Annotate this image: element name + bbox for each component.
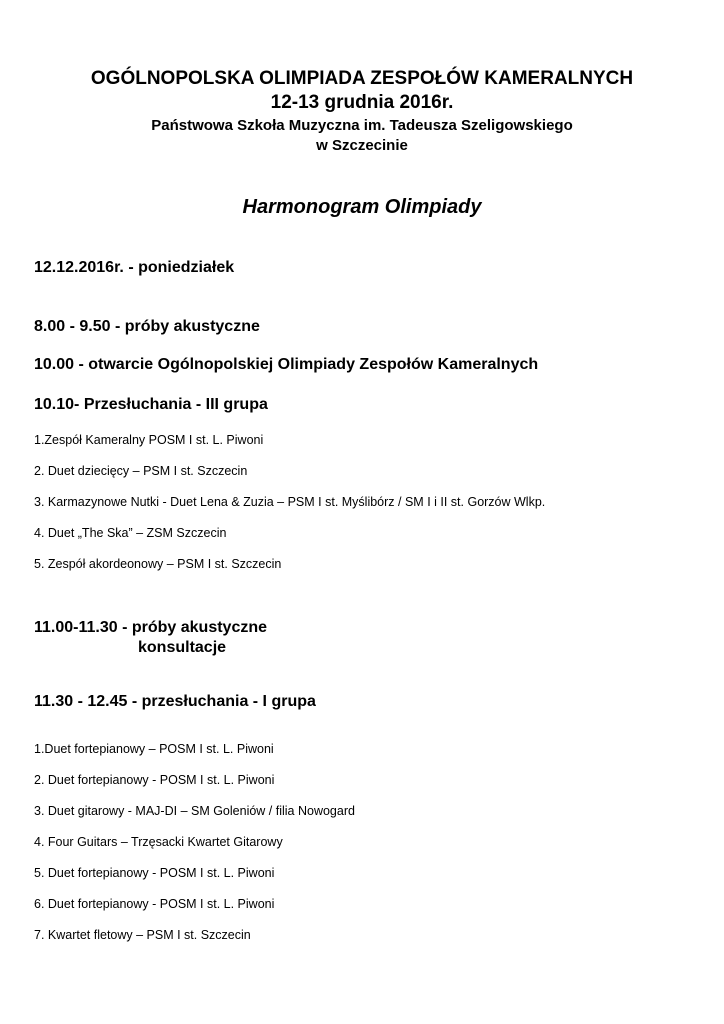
day-date: 12.12.2016r. - poniedziałek [34,259,235,276]
rehearsal-1: 8.00 - 9.50 - próby akustyczne [34,318,260,335]
group-1-item: 7. Kwartet fletowy – PSM I st. Szczecin [34,928,251,942]
rehearsal-2: 11.00-11.30 - próby akustyczne [34,619,268,636]
group-3-item: 4. Duet „The Ska” – ZSM Szczecin [34,526,227,540]
schedule-title: Harmonogram Olimpiady [242,196,482,218]
group-1-item: 4. Four Guitars – Trzęsacki Kwartet Gitarowy [34,835,283,849]
document-title: OGÓLNOPOLSKA OLIMPIADA ZESPOŁÓW KAMERALNYCH [90,68,634,89]
opening-ceremony: 10.00 - otwarcie Ogólnopolskiej Olimpiady Zespołów Kameralnych [34,356,539,373]
consultations: konsultacje [138,639,227,656]
group-1-item: 5. Duet fortepianowy - POSM I st. L. Piwoni [34,866,275,880]
group-3-item: 3. Karmazynowe Nutki - Duet Lena & Zuzia – PSM I st. Myślibórz / SM I i II st. Gorzów Wlkp. [34,495,546,509]
group-3-item: 2. Duet dziecięcy – PSM I st. Szczecin [34,464,248,478]
school-name: Państwowa Szkoła Muzyczna im. Tadeusza Szeligowskiego [151,117,573,134]
group-1-item: 3. Duet gitarowy - MAJ-DI – SM Goleniów / filia Nowogard [34,804,355,818]
school-city: w Szczecinie [316,137,408,154]
group-1-item: 2. Duet fortepianowy - POSM I st. L. Piwoni [34,773,275,787]
group-1-item: 6. Duet fortepianowy - POSM I st. L. Piwoni [34,897,275,911]
group-3-item: 5. Zespół akordeonowy – PSM I st. Szczecin [34,557,282,571]
group-3-header: 10.10- Przesłuchania - III grupa [34,396,268,413]
group-1-item: 1.Duet fortepianowy – POSM I st. L. Piwoni [34,742,274,756]
group-3-item: 1.Zespół Kameralny POSM I st. L. Piwoni [34,433,264,447]
group-1-header: 11.30 - 12.45 - przesłuchania - I grupa [34,693,316,710]
event-dates: 12-13 grudnia 2016r. [270,92,454,113]
